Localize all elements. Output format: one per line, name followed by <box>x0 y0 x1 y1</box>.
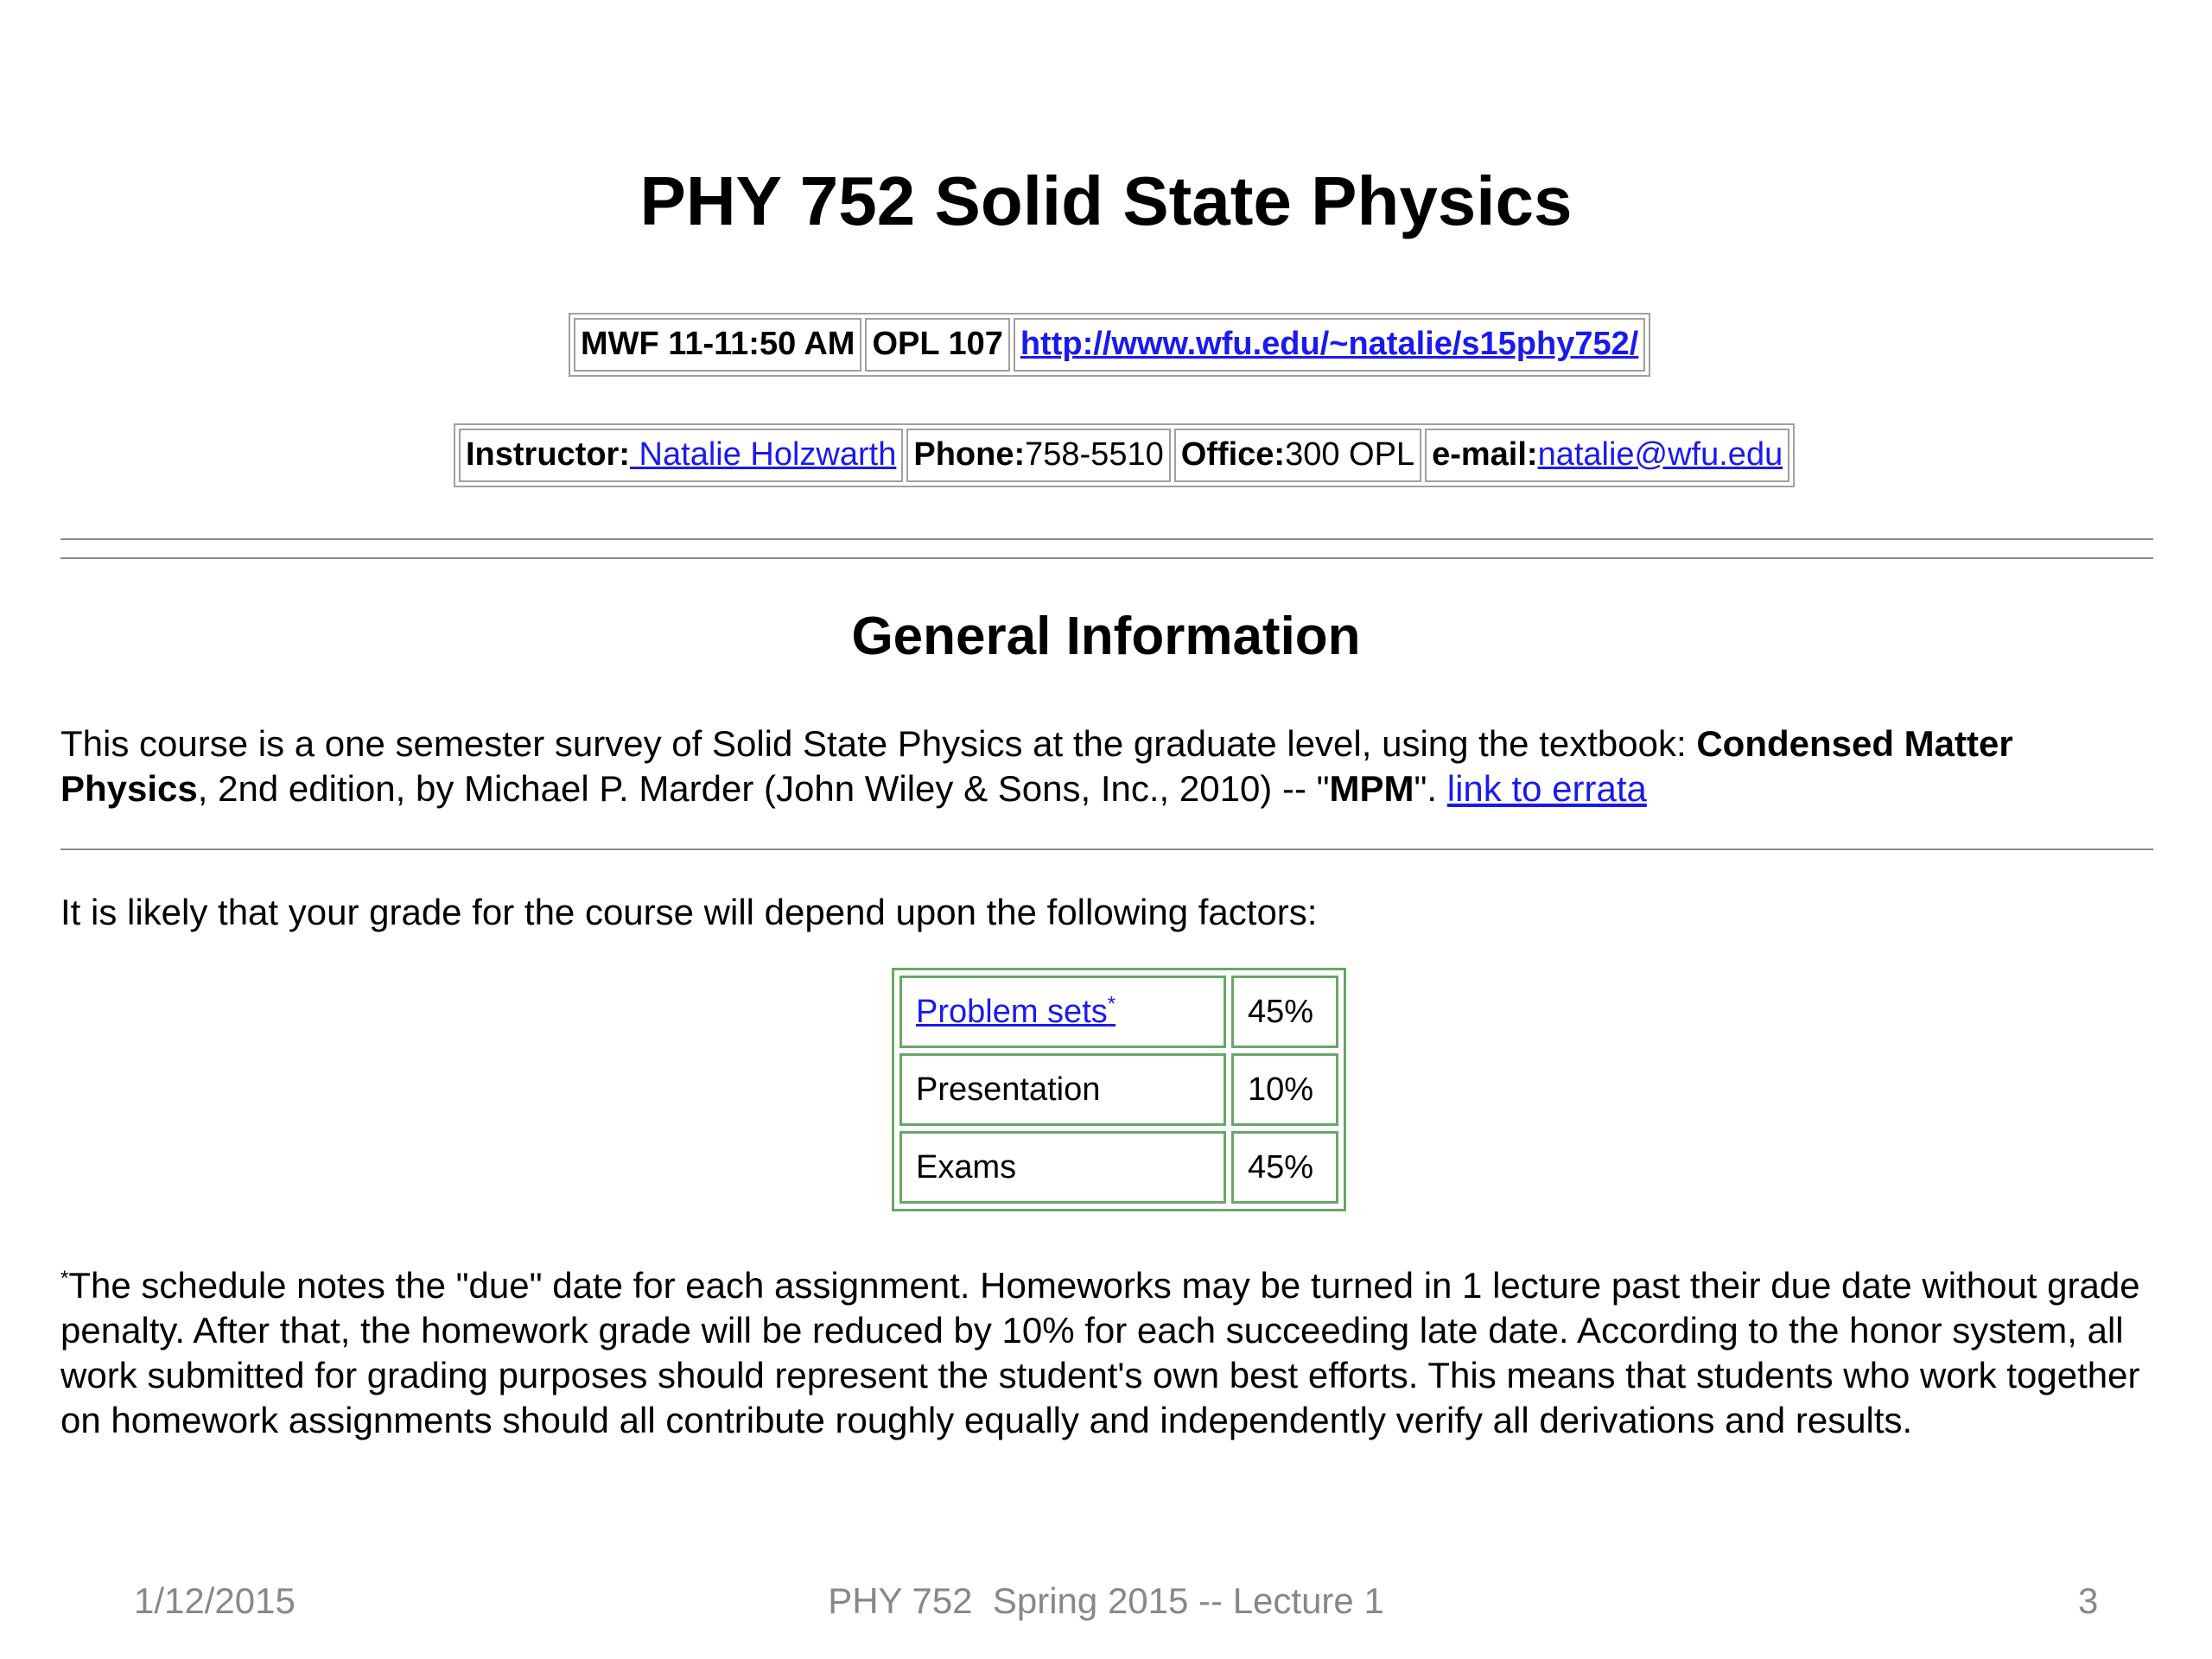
table-row <box>899 1131 1338 1204</box>
divider-top <box>60 538 2153 540</box>
course-url-link[interactable]: http://www.wfu.edu/~natalie/s15phy752/ <box>1020 326 1639 362</box>
course-url-cell <box>1014 318 1645 372</box>
grade-weight-cell: 45% <box>1231 976 1338 1048</box>
table-row <box>899 1053 1338 1126</box>
footnote-text: The schedule notes the "due" date for each assignment. Homeworks may be turned in 1 lecture past their due date without grade penalty. After that, the homework grade will be reduced by 10% for each succeeding late date. According to the honor system, all work submitted for grading purposes should represent the student's own best efforts. This means that students who work together on homework assignments should all contribute roughly equally and independently verify all derivations and results. <box>60 1265 2140 1440</box>
intro-paragraph <box>60 721 2160 811</box>
office-cell <box>1174 429 1421 482</box>
phone-cell <box>906 429 1170 482</box>
email-cell <box>1425 429 1789 482</box>
phone-value: 758-5510 <box>1025 436 1164 473</box>
book-title: Condensed Matter Physics <box>60 723 2013 809</box>
errata-link[interactable]: link to errata <box>1446 768 1647 809</box>
class-room: OPL 107 <box>865 318 1009 372</box>
footnote-marker: * <box>1107 991 1116 1015</box>
grade-weight-cell: 10% <box>1231 1053 1338 1126</box>
table-row <box>899 976 1338 1048</box>
grade-name-cell <box>899 976 1226 1048</box>
footer-title: PHY 752 Spring 2015 -- Lecture 1 <box>828 1580 1384 1621</box>
instructor-label: Instructor: <box>466 436 630 473</box>
footer-date: 1/12/2015 <box>134 1580 296 1621</box>
intro-text-3: ". <box>1414 768 1447 809</box>
divider-top-second <box>60 557 2153 559</box>
course-info-table <box>569 313 1650 377</box>
class-time: MWF 11-11:50 AM <box>574 318 861 372</box>
footer-page-number: 3 <box>2078 1580 2099 1621</box>
section-heading: General Information <box>851 607 1361 666</box>
contact-table <box>454 423 1795 487</box>
intro-text-1: This course is a one semester survey of Solid State Physics at the graduate level, using the textbook: <box>60 723 1697 764</box>
email-link[interactable]: natalie@wfu.edu <box>1537 436 1783 473</box>
grade-name-cell: Presentation <box>899 1053 1226 1126</box>
page-title: PHY 752 Solid State Physics <box>639 162 1573 239</box>
grade-weight-cell: 45% <box>1231 1131 1338 1204</box>
instructor-cell <box>459 429 903 482</box>
grade-intro: It is likely that your grade for the course will depend upon the following factors: <box>60 892 1318 932</box>
footnote-star: * <box>60 1267 69 1290</box>
phone-label: Phone: <box>913 436 1026 473</box>
intro-text-2: , 2nd edition, by Michael P. Marder (John Wiley & Sons, Inc., 2010) -- " <box>197 768 1330 809</box>
email-label: e-mail: <box>1432 436 1538 473</box>
divider-middle <box>60 849 2153 850</box>
book-abbrev: MPM <box>1329 768 1414 809</box>
office-label: Office: <box>1180 436 1286 473</box>
footnote-paragraph <box>60 1263 2160 1443</box>
office-value: 300 OPL <box>1285 436 1415 473</box>
grade-name-cell: Exams <box>899 1131 1226 1204</box>
instructor-link[interactable]: Natalie Holzwarth <box>630 436 897 473</box>
grade-table <box>892 968 1346 1211</box>
problem-sets-link[interactable]: Problem sets* <box>916 991 1116 1030</box>
